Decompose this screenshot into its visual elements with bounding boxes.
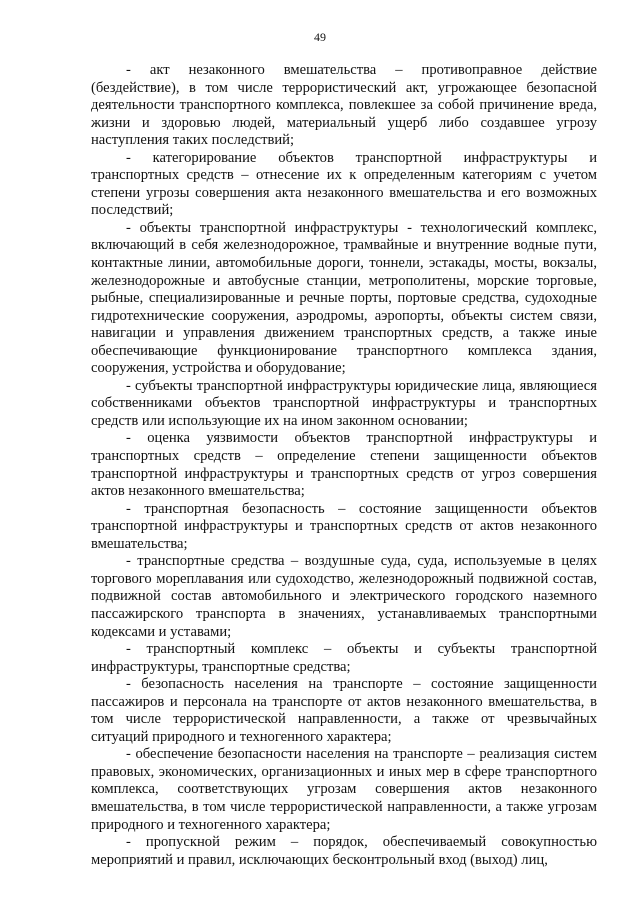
definition-transport-infrastructure-subjects: - субъекты транспортной инфраструктуры юридические лица, являющиеся собственниками объектов транспортной инфраструктуры и транспортных средств или использующие их на ином законном основании; xyxy=(91,377,597,429)
definition-transport-security: - транспортная безопасность – состояние защищенности объектов транспортной инфраструктуры и транспортных средств от актов незаконного вмешательства; xyxy=(91,500,597,552)
document-body xyxy=(91,62,597,869)
definition-act-of-unlawful-interference: - акт незаконного вмешательства – противоправное действие (бездействие), в том числе террористический акт, угрожающее безопасной деятельности транспортного комплекса, повлекшее за собой причинение вреда, жизни и здоровью людей, материальный ущерб либо создавшее угрозу наступления таких последствий; xyxy=(91,62,597,149)
page-number: 49 xyxy=(314,30,326,44)
definition-categorization: - категорирование объектов транспортной инфраструктуры и транспортных средств – отнесение их к определенным категориям с учетом степени угрозы совершения акта незаконного вмешательства и его возможных последствий; xyxy=(91,149,597,219)
definition-vulnerability-assessment: - оценка уязвимости объектов транспортной инфраструктуры и транспортных средств – определение степени защищенности объектов транспортной инфраструктуры и транспортных средств от угроз совершения актов незаконного вмешательства; xyxy=(91,430,597,500)
definition-transport-complex: - транспортный комплекс – объекты и субъекты транспортной инфраструктуры, транспортные средства; xyxy=(91,641,597,675)
definition-ensuring-population-safety: - обеспечение безопасности населения на транспорте – реализация систем правовых, экономических, организационных и иных мер в сфере транспортного комплекса, соответствующих угрозам совершения актов незаконного вмешательства, в том числе террористической направленности, а также угрозам природного и техногенного характера; xyxy=(91,746,597,833)
definition-transport-infrastructure-objects: - объекты транспортной инфраструктуры - технологический комплекс, включающий в себя железнодорожное, трамвайные и внутренние водные пути, контактные линии, автомобильные дороги, тоннели, эстакады, мосты, вокзалы, железнодорожные и автобусные станции, метрополитены, морские торговые, рыбные, специализированные и речные порты, портовые средства, судоходные гидротехнические сооружения, аэродромы, аэропорты, объекты систем связи, навигации и управления движением транспортных средств, а также иные обеспечивающие функционирование транспортного комплекса здания, сооружения, устройства и оборудование; xyxy=(91,219,597,377)
definition-vehicles: - транспортные средства – воздушные суда, суда, используемые в целях торгового мореплавания или судоходство, железнодорожный подвижной состав, подвижной состав автомобильного и электрического городского наземного пассажирского транспорта в значениях, устанавливаемых транспортными кодексами и уставами; xyxy=(91,553,597,640)
definition-access-regime: - пропускной режим – порядок, обеспечиваемый совокупностью мероприятий и правил, исключающих бесконтрольный вход (выход) лиц, xyxy=(91,834,597,868)
definition-population-safety: - безопасность населения на транспорте – состояние защищенности пассажиров и персонала на транспорте от актов незаконного вмешательства, в том числе террористической направленности, а также от чрезвычайных ситуаций природного и техногенного характера; xyxy=(91,676,597,745)
